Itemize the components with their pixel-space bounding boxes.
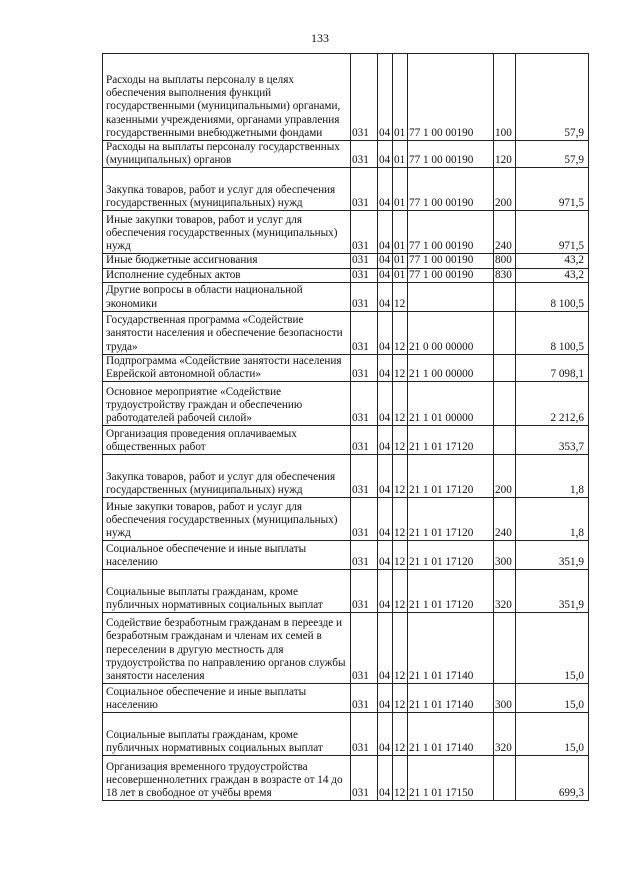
table-row (103, 756, 589, 801)
ministry-code: 031 (351, 713, 378, 756)
subsection-code: 01 (393, 254, 408, 268)
expense-type-code (494, 354, 516, 381)
target-code: 21 0 00 00000 (408, 311, 494, 354)
section-code: 04 (378, 268, 393, 282)
expense-type-code (494, 311, 516, 354)
target-code: 77 1 00 00190 (408, 254, 494, 268)
row-amount: 7 098,1 (516, 354, 589, 381)
ministry-code: 031 (351, 211, 378, 254)
ministry-code: 031 (351, 141, 378, 168)
expense-type-code (494, 382, 516, 426)
ministry-code: 031 (351, 168, 378, 211)
table-row (103, 613, 589, 684)
expense-type-code: 200 (494, 168, 516, 211)
section-code: 04 (378, 382, 393, 426)
subsection-code: 01 (393, 211, 408, 254)
row-name: Социальные выплаты гражданам, кроме публичных нормативных социальных выплат (103, 570, 351, 613)
table-row (103, 211, 589, 254)
expense-type-code: 200 (494, 455, 516, 498)
table-row (103, 311, 589, 354)
section-code: 04 (378, 455, 393, 498)
subsection-code: 12 (393, 713, 408, 756)
section-code: 04 (378, 54, 393, 141)
row-amount: 8 100,5 (516, 282, 589, 311)
subsection-code: 12 (393, 426, 408, 455)
table-row (103, 684, 589, 713)
target-code: 21 1 01 17120 (408, 541, 494, 570)
row-name: Иные закупки товаров, работ и услуг для обеспечения государственных (муниципальных) нужд (103, 211, 351, 254)
table-row (103, 570, 589, 613)
section-code: 04 (378, 426, 393, 455)
target-code: 21 1 01 00000 (408, 382, 494, 426)
row-amount: 1,8 (516, 498, 589, 541)
subsection-code: 12 (393, 570, 408, 613)
section-code: 04 (378, 141, 393, 168)
subsection-code: 12 (393, 354, 408, 381)
table-row (103, 268, 589, 282)
ministry-code: 031 (351, 426, 378, 455)
target-code: 21 1 01 17120 (408, 426, 494, 455)
ministry-code: 031 (351, 570, 378, 613)
table-row (103, 426, 589, 455)
target-code: 77 1 00 00190 (408, 211, 494, 254)
section-code: 04 (378, 684, 393, 713)
ministry-code: 031 (351, 268, 378, 282)
section-code: 04 (378, 613, 393, 684)
table-row (103, 354, 589, 381)
target-code: 21 1 01 17120 (408, 570, 494, 613)
row-name: Содействие безработным гражданам в переезде и безработным гражданам и членам их семей в переселении в другую местность для трудоустройства по направлению органов службы занятости населения (103, 613, 351, 684)
section-code: 04 (378, 254, 393, 268)
target-code: 21 1 01 17140 (408, 613, 494, 684)
subsection-code: 12 (393, 613, 408, 684)
row-amount: 353,7 (516, 426, 589, 455)
subsection-code: 01 (393, 168, 408, 211)
ministry-code: 031 (351, 498, 378, 541)
target-code: 21 1 01 17140 (408, 684, 494, 713)
expense-type-code: 120 (494, 141, 516, 168)
expense-type-code: 240 (494, 211, 516, 254)
table-row (103, 382, 589, 426)
row-amount: 57,9 (516, 141, 589, 168)
expense-type-code (494, 756, 516, 801)
subsection-code: 12 (393, 455, 408, 498)
section-code: 04 (378, 354, 393, 381)
row-name: Другие вопросы в области национальной экономики (103, 282, 351, 311)
expense-type-code: 320 (494, 570, 516, 613)
target-code: 77 1 00 00190 (408, 168, 494, 211)
table-row (103, 141, 589, 168)
table-row (103, 498, 589, 541)
ministry-code: 031 (351, 311, 378, 354)
table-row (103, 168, 589, 211)
expense-type-code: 100 (494, 54, 516, 141)
row-name: Организация проведения оплачиваемых общественных работ (103, 426, 351, 455)
target-code: 21 1 01 17150 (408, 756, 494, 801)
row-amount: 971,5 (516, 211, 589, 254)
row-name: Иные бюджетные ассигнования (103, 254, 351, 268)
row-name: Расходы на выплаты персоналу в целях обеспечения выполнения функций государственными (муниципальными) органами, казенными учреждениями, органами управления государственными внебюджетными фондами (103, 54, 351, 141)
row-amount: 2 212,6 (516, 382, 589, 426)
expense-type-code: 240 (494, 498, 516, 541)
ministry-code: 031 (351, 382, 378, 426)
subsection-code: 12 (393, 498, 408, 541)
row-name: Организация временного трудоустройства несовершеннолетних граждан в возрасте от 14 до 18 лет в свободное от учёбы время (103, 756, 351, 801)
row-amount: 8 100,5 (516, 311, 589, 354)
ministry-code: 031 (351, 254, 378, 268)
section-code: 04 (378, 211, 393, 254)
row-name: Социальные выплаты гражданам, кроме публичных нормативных социальных выплат (103, 713, 351, 756)
table-row (103, 541, 589, 570)
row-name: Социальное обеспечение и иные выплаты населению (103, 684, 351, 713)
expense-type-code: 320 (494, 713, 516, 756)
row-name: Иные закупки товаров, работ и услуг для обеспечения государственных (муниципальных) нужд (103, 498, 351, 541)
row-name: Государственная программа «Содействие занятости населения и обеспечение безопасности труда» (103, 311, 351, 354)
ministry-code: 031 (351, 455, 378, 498)
section-code: 04 (378, 756, 393, 801)
subsection-code: 12 (393, 756, 408, 801)
section-code: 04 (378, 311, 393, 354)
row-name: Исполнение судебных актов (103, 268, 351, 282)
ministry-code: 031 (351, 282, 378, 311)
target-code: 21 1 01 17120 (408, 498, 494, 541)
subsection-code: 12 (393, 684, 408, 713)
section-code: 04 (378, 282, 393, 311)
table-row (103, 54, 589, 141)
table-row (103, 713, 589, 756)
table-row (103, 282, 589, 311)
expense-type-code: 830 (494, 268, 516, 282)
expense-type-code (494, 426, 516, 455)
ministry-code: 031 (351, 54, 378, 141)
subsection-code: 12 (393, 541, 408, 570)
subsection-code: 01 (393, 268, 408, 282)
row-amount: 57,9 (516, 54, 589, 141)
section-code: 04 (378, 570, 393, 613)
row-amount: 351,9 (516, 541, 589, 570)
subsection-code: 12 (393, 311, 408, 354)
target-code: 21 1 01 17120 (408, 455, 494, 498)
row-name: Закупка товаров, работ и услуг для обеспечения государственных (муниципальных) нужд (103, 455, 351, 498)
expense-type-code (494, 613, 516, 684)
row-name: Подпрограмма «Содействие занятости населения Еврейской автономной области» (103, 354, 351, 381)
row-name: Основное мероприятие «Содействие трудоустройству граждан и обеспечению работодателей рабочей силой» (103, 382, 351, 426)
expense-type-code: 300 (494, 541, 516, 570)
row-amount: 43,2 (516, 268, 589, 282)
subsection-code: 01 (393, 54, 408, 141)
target-code: 77 1 00 00190 (408, 268, 494, 282)
subsection-code: 01 (393, 141, 408, 168)
ministry-code: 031 (351, 756, 378, 801)
target-code: 21 1 00 00000 (408, 354, 494, 381)
row-name: Социальное обеспечение и иные выплаты населению (103, 541, 351, 570)
section-code: 04 (378, 168, 393, 211)
ministry-code: 031 (351, 613, 378, 684)
section-code: 04 (378, 713, 393, 756)
target-code: 77 1 00 00190 (408, 141, 494, 168)
ministry-code: 031 (351, 541, 378, 570)
row-amount: 43,2 (516, 254, 589, 268)
page-number: 133 (311, 31, 329, 45)
row-name: Расходы на выплаты персоналу государственных (муниципальных) органов (103, 141, 351, 168)
section-code: 04 (378, 541, 393, 570)
row-amount: 699,3 (516, 756, 589, 801)
row-name: Закупка товаров, работ и услуг для обеспечения государственных (муниципальных) нужд (103, 168, 351, 211)
target-code (408, 282, 494, 311)
section-code: 04 (378, 498, 393, 541)
row-amount: 15,0 (516, 713, 589, 756)
expense-type-code (494, 282, 516, 311)
table-row (103, 254, 589, 268)
subsection-code: 12 (393, 382, 408, 426)
subsection-code: 12 (393, 282, 408, 311)
expense-type-code: 300 (494, 684, 516, 713)
row-amount: 15,0 (516, 613, 589, 684)
target-code: 21 1 01 17140 (408, 713, 494, 756)
target-code: 77 1 00 00190 (408, 54, 494, 141)
ministry-code: 031 (351, 354, 378, 381)
budget-table-body (103, 54, 589, 801)
row-amount: 15,0 (516, 684, 589, 713)
row-amount: 351,9 (516, 570, 589, 613)
ministry-code: 031 (351, 684, 378, 713)
table-row (103, 455, 589, 498)
row-amount: 1,8 (516, 455, 589, 498)
row-amount: 971,5 (516, 168, 589, 211)
expense-type-code: 800 (494, 254, 516, 268)
budget-table (102, 53, 589, 801)
